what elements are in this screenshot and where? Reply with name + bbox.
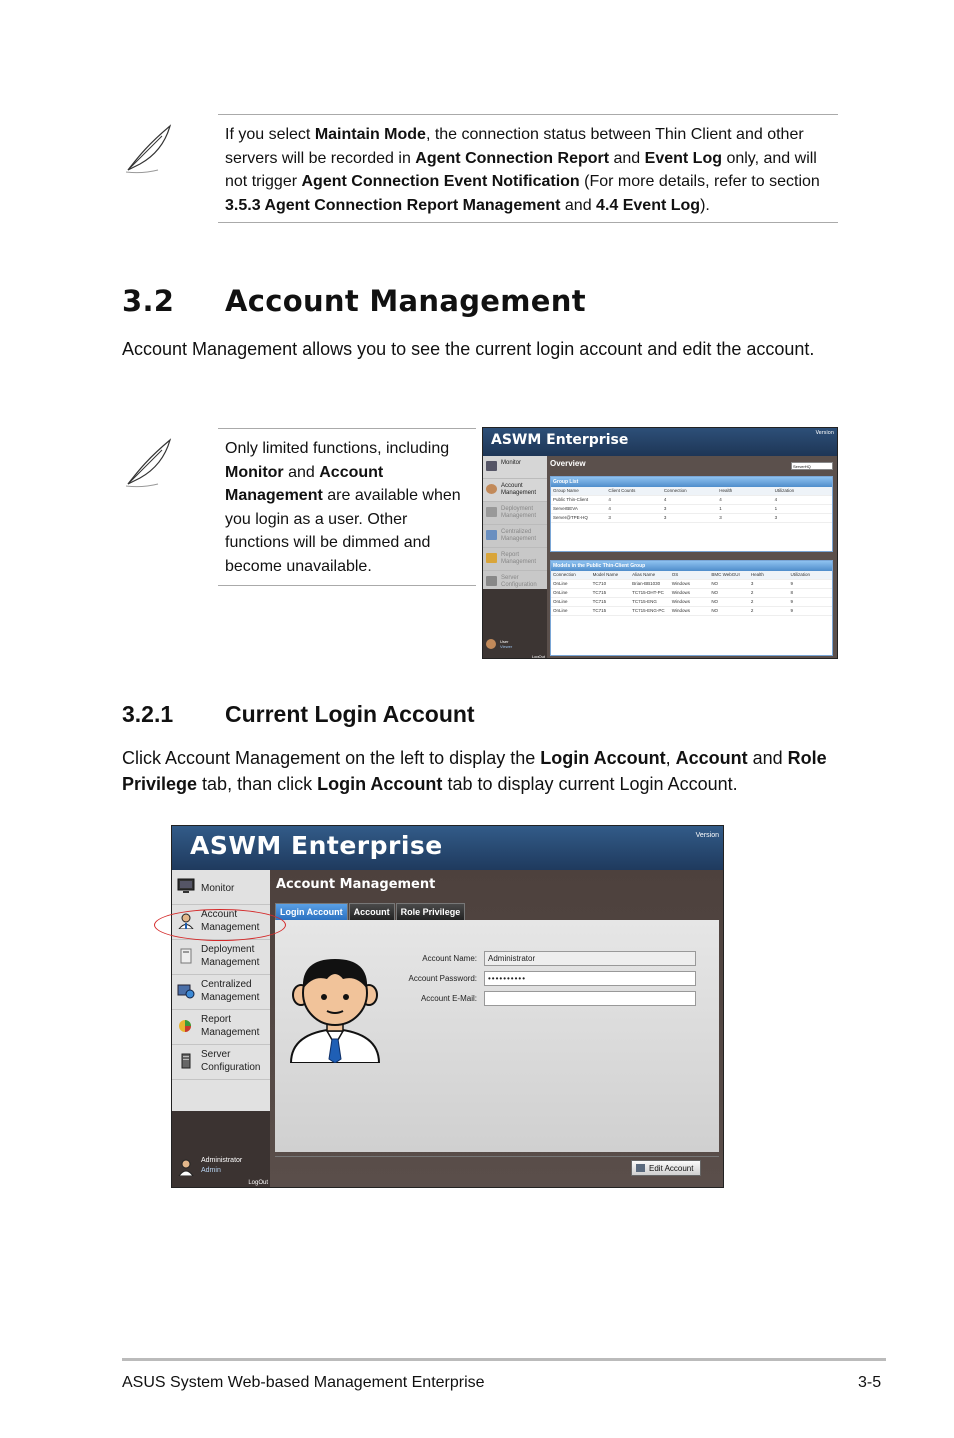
account-email-label: Account E-Mail: (420, 994, 477, 1003)
large-app-logo: ASWM Enterprise (190, 831, 443, 860)
small-app-screenshot (482, 427, 838, 659)
monitor-icon (486, 461, 497, 471)
user-icon (486, 484, 497, 494)
edit-icon (636, 1164, 645, 1172)
small-sidebar-item-account[interactable]: Account Management (483, 479, 547, 502)
subsection-number: 3.2.1 (122, 701, 174, 727)
table-row[interactable]: Server@TPE-HQ 3 3 3 3 (551, 514, 832, 523)
subsection-title: Current Login Account (225, 701, 475, 727)
small-group-list-title: Group List (551, 477, 832, 487)
edit-account-button[interactable]: Edit Account (631, 1160, 701, 1176)
report-icon (486, 553, 497, 563)
account-name-label: Account Name: (422, 954, 477, 963)
login-account-panel (275, 920, 719, 1152)
note-limited-functions-text: Only limited functions, including Monitor and Account Management are available when you login as a user. Other functions will be dimmed and become unavailable. (225, 440, 461, 575)
small-group-list-panel (550, 476, 833, 552)
section-heading (122, 284, 586, 318)
user-icon (486, 639, 496, 649)
table-row[interactable]: ServerBEVA 4 3 1 1 (551, 505, 832, 514)
logout-link[interactable]: LogOut (248, 1180, 268, 1186)
small-models-panel (550, 560, 833, 656)
account-name-field[interactable]: Administrator (484, 951, 696, 966)
centralized-icon (486, 530, 497, 540)
small-overview-title: Overview (550, 459, 586, 468)
table-row[interactable]: OnLine TC715 TC715-ENG-PC Windows NO 2 9 (551, 607, 832, 616)
small-app-logo: ASWM Enterprise (491, 432, 629, 448)
large-app-header (172, 826, 723, 870)
server-icon (177, 1053, 195, 1069)
small-user-name: Viewer (500, 644, 513, 649)
highlight-circle (154, 909, 286, 941)
tab-login-account[interactable]: Login Account (275, 903, 348, 921)
subsection-heading (122, 701, 475, 728)
small-models-title: Models in the Public Thin-Client Group (551, 561, 832, 571)
small-app-user-area (483, 589, 547, 659)
large-app-screenshot (171, 825, 724, 1188)
small-server-select[interactable]: ServerHQ (791, 462, 833, 470)
table-row[interactable]: OnLine TC715 TC715-DHT-PC Windows NO 2 8 (551, 589, 832, 598)
large-app-main (270, 870, 723, 1187)
section-intro: Account Management allows you to see the current login account and edit the account. (122, 339, 815, 359)
small-sidebar-item-centralized: Centralized Management (483, 525, 547, 548)
table-row[interactable]: OnLine TC715 TC715-ENG Windows NO 2 9 (551, 598, 832, 607)
sidebar-item-centralized-management[interactable]: Centralized Management (172, 975, 270, 1010)
account-password-label: Account Password: (408, 974, 477, 983)
small-app-version: Version (815, 430, 834, 436)
sidebar-item-account-management[interactable]: Account Management (172, 905, 270, 940)
monitor-icon (177, 878, 195, 894)
note-feather-icon (122, 434, 178, 490)
table-row[interactable]: OnLine TC710 Brian-BB1030 Windows NO 3 9 (551, 580, 832, 589)
note-maintain-mode (218, 114, 838, 223)
tab-account[interactable]: Account (349, 903, 395, 921)
user-icon (177, 1158, 195, 1176)
report-icon (177, 1018, 195, 1034)
account-email-field[interactable] (484, 991, 696, 1006)
sidebar-item-report-management[interactable]: Report Management (172, 1010, 270, 1045)
centralized-icon (177, 983, 195, 999)
small-group-header-row: Group Name Client Counts Connection Health Utilization (551, 487, 832, 496)
current-user-name: Admin (201, 1167, 221, 1174)
section-title: Account Management (225, 284, 586, 318)
current-user-role: Administrator (201, 1157, 243, 1164)
small-sidebar-item-report: Report Management (483, 548, 547, 571)
server-icon (486, 576, 497, 586)
account-tabs (275, 903, 465, 921)
small-app-main (547, 456, 837, 658)
footer-title: ASUS System Web-based Management Enterprise (122, 1374, 485, 1391)
sidebar-item-deployment-management[interactable]: Deployment Management (172, 940, 270, 975)
table-row[interactable]: Public Thin-Client 4 4 4 4 (551, 496, 832, 505)
page-number: 3-5 (858, 1374, 882, 1391)
sidebar-item-monitor[interactable]: Monitor (172, 870, 270, 905)
deployment-icon (177, 948, 195, 964)
small-sidebar-item-deployment: Deployment Management (483, 502, 547, 525)
footer-divider (122, 1358, 886, 1361)
small-sidebar-item-server: Server Configuration (483, 571, 547, 594)
tab-role-privilege[interactable]: Role Privilege (396, 903, 466, 921)
small-app-header (483, 428, 837, 456)
note-feather-icon (122, 120, 178, 176)
avatar (287, 953, 383, 1063)
note-limited-functions (218, 428, 476, 586)
note-maintain-mode-text: If you select Maintain Mode, the connection status between Thin Client and other servers will be recorded in Agent Connection Report and Event Log only, and will not trigger Agent Connection Event Notification (For more details, refer to section 3.5.3 Agent Connection Report Management and 4.4 Event Log). (225, 126, 820, 214)
page-title: Account Management (276, 877, 436, 892)
small-models-header-row: Connection Model Name Alias Name OS BMC WebGUI Health Utilization (551, 571, 832, 580)
account-password-field[interactable]: •••••••••• (484, 971, 696, 986)
large-app-sidebar (172, 870, 270, 1111)
small-user-label: User (500, 639, 509, 644)
small-sidebar-item-monitor[interactable]: Monitor (483, 456, 547, 479)
large-app-version: Version (695, 832, 719, 839)
deployment-icon (486, 507, 497, 517)
sidebar-item-server-configuration[interactable]: Server Configuration (172, 1045, 270, 1080)
section-number: 3.2 (122, 284, 175, 318)
small-logout-link[interactable]: LogOut (531, 654, 545, 659)
subsection-text: Click Account Management on the left to display the Login Account, Account and Role Privilege tab, than click Login Account tab to display current Login Account. (122, 748, 827, 794)
current-user-area (172, 1152, 270, 1188)
